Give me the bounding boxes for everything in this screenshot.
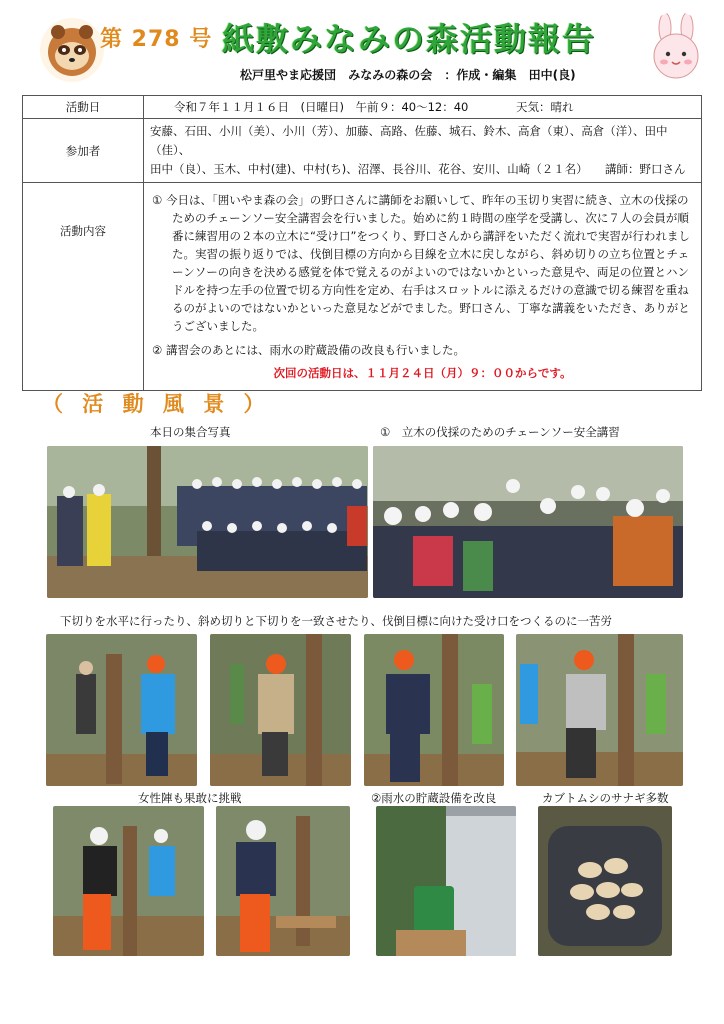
members-line-1: 安藤、石田、小川（美）、小川（芳）、加藤、高路、佐藤、城石、鈴木、高倉（東）、高倉（洋）、田中（佳）、 [150,124,668,157]
caption-practice: 下切りを水平に行ったり、斜め切りと下切りを一致させたり、伐倒目標に向けた受け口をつくるのに一苦労 [60,614,612,628]
rain-storage-photo [376,806,516,956]
content-label: 活動内容 [23,183,144,391]
caption-lecture: ① 立木の伐採のためのチェーンソー安全講習 [380,425,620,439]
next-activity-notice: 次回の活動日は、１１月２４日（月）９：００からです。 [273,366,572,380]
group-photo [47,446,368,598]
caption-rain: ②雨水の貯蔵設備を改良 [371,791,497,805]
credit-group: 松戸里やま応援団 [240,68,337,82]
practice-photo-4 [516,634,683,786]
gallery-heading: （ 活 動 風 景 ） [42,392,271,416]
newsletter-title: 紙敷みなみの森活動報告 [222,20,597,58]
content-paragraph-1: ① 今日は、「囲いやま森の会」の野口さんに講師をお願いして、昨年の玉切り実習に続き、立木の伐採のためのチェーンソー安全講習会を行いました。始めに約１時間の座学を受講し、次に７人の会員が順番に練習用の２本の立木に“受け口”をつくり、野口さんから講評をいただく流れで実習が行われました。実習の振り返りでは、伐倒目標の方向から目線を立木に戻しながら、斜め切りの立ち位置とチェーンソーの向きを決める感覚を体で覚えるのがよいのではないかといった意見や、両足の位置とハンドルを持つ左手の位置で切る方向性を定め、右手はスロットルに添えるだけの意識で切る練習を重ねるのがよいのではないかといった意見などがでました。野口さん、丁寧な講義をいただき、ありがとうございました。 [152,193,690,333]
tanuki-mascot-icon [40,18,104,82]
women-photo-1 [53,806,204,956]
weather-value: 天気：晴れ [516,100,574,114]
date-label: 活動日 [23,96,144,119]
caption-beetle: カブトムシのサナギ多数 [542,791,669,805]
credit-line [240,66,584,83]
date-cell [144,96,702,119]
women-photo-2 [216,806,350,956]
beetle-pupa-photo [538,806,672,956]
activity-info-table [22,95,702,391]
credit-editor: 田中(良) [528,68,576,82]
content-paragraph-2: ② 講習会のあとには、雨水の貯蔵設備の改良も行いました。 [152,343,465,357]
content-cell [144,183,702,391]
caption-women: 女性陣も果敢に挑戦 [138,791,242,805]
issue-number: 第 278 号 [100,27,213,52]
credit-role: ：作成・編集 [444,68,517,82]
rabbit-mascot-icon [643,12,709,82]
members-cell [144,119,702,183]
practice-photo-1 [46,634,197,786]
lecture-photo [373,446,683,598]
credit-club: みなみの森の会 [348,68,433,82]
date-value: 令和７年１１月１６日 (日曜日) 午前９：40〜12：40 [174,100,469,114]
practice-photo-2 [210,634,351,786]
members-line-2: 田中（良）、玉木、中村(建)、中村(ち)、沼澤、長谷川、花谷、安川、山崎（２１名） 講師：野口さん [150,162,686,176]
practice-photo-3 [364,634,504,786]
members-label: 参加者 [23,119,144,183]
caption-group-photo: 本日の集合写真 [150,425,231,439]
